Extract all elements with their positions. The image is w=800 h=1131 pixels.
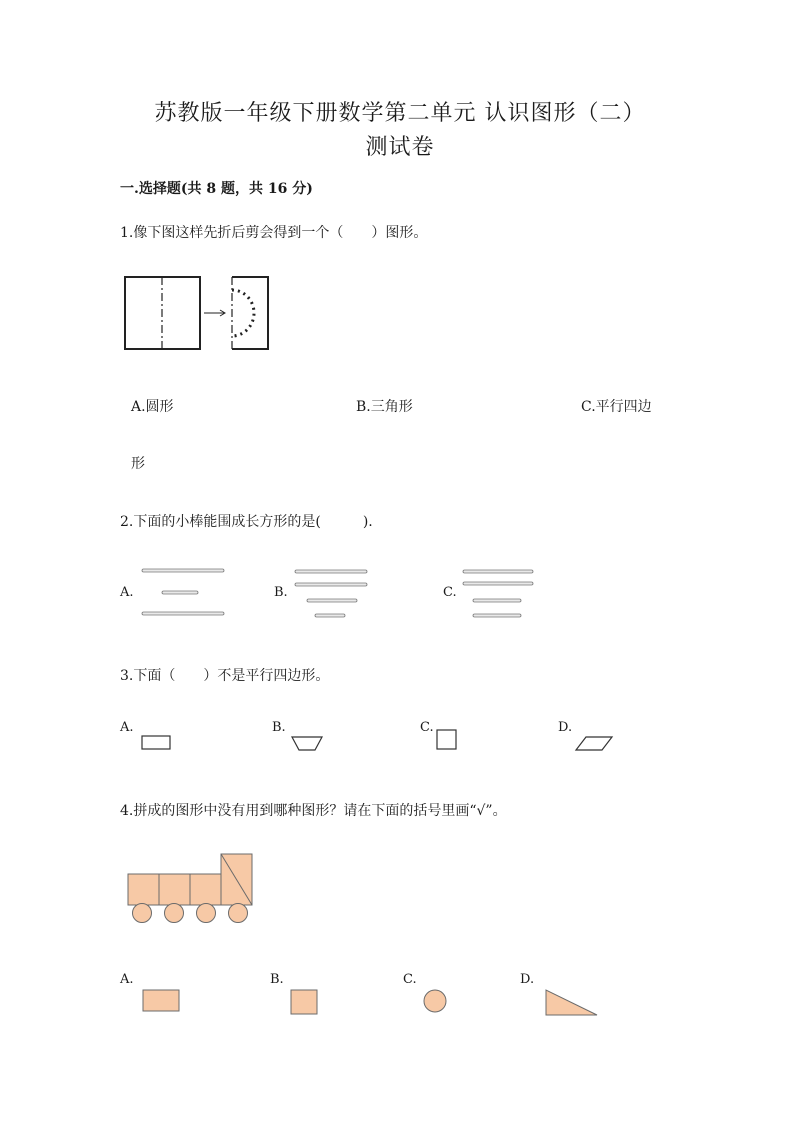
section-heading: 一.选择题(共 8 题，共 16 分)	[120, 181, 313, 197]
q3-trapezoid-shape	[290, 734, 326, 752]
q4-option-b[interactable]: B.	[270, 972, 284, 987]
question-3-text: 下面（ ）不是平行四边形。	[133, 668, 330, 684]
q4-rectangle-shape	[141, 988, 181, 1014]
truck-square	[159, 874, 190, 905]
question-2-number: 2.	[120, 514, 134, 530]
q1-option-c-wrap: 形	[131, 456, 145, 472]
stick	[162, 591, 198, 594]
cut-semicircle-dotted	[232, 290, 254, 336]
stick	[473, 599, 521, 602]
question-1-text: 像下图这样先折后剪会得到一个（ ）图形。	[133, 225, 428, 241]
question-1	[120, 222, 427, 242]
question-3-number: 3.	[120, 668, 134, 684]
truck-square	[128, 874, 159, 905]
q3-option-b[interactable]: B.	[272, 720, 286, 735]
stick	[295, 570, 367, 573]
q4-truck-figure	[126, 852, 260, 928]
q2-sticks-a	[140, 566, 226, 618]
q4-triangle-shape	[544, 988, 600, 1018]
question-4-text: 拼成的图形中没有用到哪种图形？请在下面的括号里画“√”。	[133, 803, 507, 819]
q3-option-d[interactable]: D.	[558, 720, 573, 735]
stick	[142, 612, 224, 615]
q2-option-b[interactable]: B.	[274, 585, 288, 600]
q1-option-b[interactable]: B.三角形	[356, 399, 413, 415]
truck-wheel	[165, 904, 184, 923]
q4-option-d[interactable]: D.	[520, 972, 535, 987]
q1-option-a[interactable]: A.圆形	[131, 399, 174, 415]
q4-option-a[interactable]: A.	[120, 972, 134, 987]
q3-option-c[interactable]: C.	[420, 720, 434, 735]
truck-square	[190, 874, 221, 905]
truck-wheel	[197, 904, 216, 923]
stick	[463, 570, 533, 573]
q3-rectangle-shape	[140, 734, 174, 752]
q2-sticks-b	[293, 566, 373, 622]
q3-square-shape	[435, 728, 459, 752]
question-4-number: 4.	[120, 803, 134, 819]
stick	[315, 614, 345, 617]
stick	[295, 583, 367, 586]
q2-sticks-c	[461, 566, 537, 622]
stick	[463, 582, 533, 585]
folded-paper	[232, 277, 268, 349]
truck-wheel	[133, 904, 152, 923]
question-1-number: 1.	[120, 225, 134, 241]
stick	[307, 599, 357, 602]
q4-option-c[interactable]: C.	[403, 972, 417, 987]
q2-option-a[interactable]: A.	[120, 585, 134, 600]
q2-option-c[interactable]: C.	[443, 585, 457, 600]
question-2-text: 下面的小棒能围成长方形的是( ).	[133, 514, 373, 530]
stick	[142, 569, 224, 572]
question-3	[120, 665, 329, 685]
page-title-line-2: 测试卷	[365, 135, 435, 160]
question-1-fold-cut-figure	[120, 270, 280, 356]
stick	[473, 614, 521, 617]
q3-parallelogram-shape	[574, 734, 620, 754]
q4-square-shape	[289, 988, 319, 1016]
question-4	[120, 800, 507, 820]
page-title-line-1: 苏教版一年级下册数学第二单元 认识图形（二）	[154, 101, 646, 126]
q1-option-c[interactable]: C.平行四边	[581, 399, 652, 415]
truck-wheel	[229, 904, 248, 923]
q3-option-a[interactable]: A.	[120, 720, 134, 735]
question-2	[120, 511, 373, 531]
q4-circle-shape	[422, 988, 450, 1016]
